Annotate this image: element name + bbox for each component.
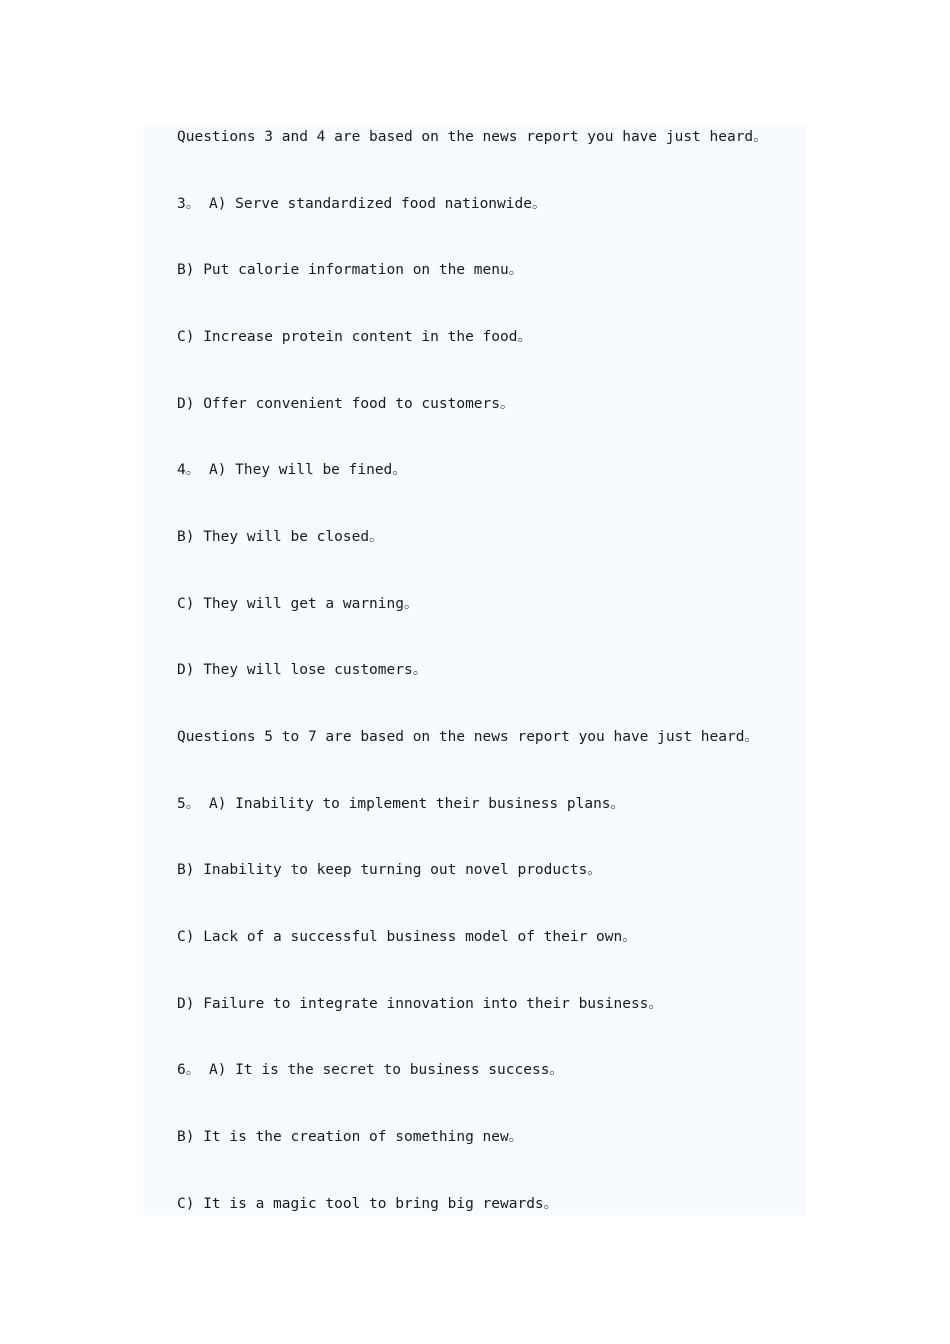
- question-4-option-b: B) They will be closed。: [177, 529, 384, 545]
- question-3-option-c: C) Increase protein content in the food。: [177, 329, 532, 345]
- question-4-option-d: D) They will lose customers。: [177, 662, 428, 678]
- question-3-option-b: B) Put calorie information on the menu。: [177, 262, 524, 278]
- question-5-option-d: D) Failure to integrate innovation into their business。: [177, 996, 663, 1012]
- section-heading-q3-4: Questions 3 and 4 are based on the news report you have just heard。: [177, 129, 768, 145]
- section-heading-q5-7: Questions 5 to 7 are based on the news report you have just heard。: [177, 729, 759, 745]
- document-text-block: [143, 124, 806, 1215]
- question-3-option-a: 3。 A) Serve standardized food nationwide。: [177, 196, 547, 212]
- question-4-option-c: C) They will get a warning。: [177, 596, 419, 612]
- question-6-option-a: 6。 A) It is the secret to business success。: [177, 1062, 564, 1078]
- question-5-option-c: C) Lack of a successful business model of their own。: [177, 929, 637, 945]
- question-6-option-c: C) It is a magic tool to bring big rewards。: [177, 1196, 559, 1212]
- question-4-option-a: 4。 A) They will be fined。: [177, 462, 407, 478]
- question-5-option-a: 5。 A) Inability to implement their business plans。: [177, 796, 626, 812]
- question-5-option-b: B) Inability to keep turning out novel products。: [177, 862, 602, 878]
- question-6-option-b: B) It is the creation of something new。: [177, 1129, 524, 1145]
- question-3-option-d: D) Offer convenient food to customers。: [177, 396, 515, 412]
